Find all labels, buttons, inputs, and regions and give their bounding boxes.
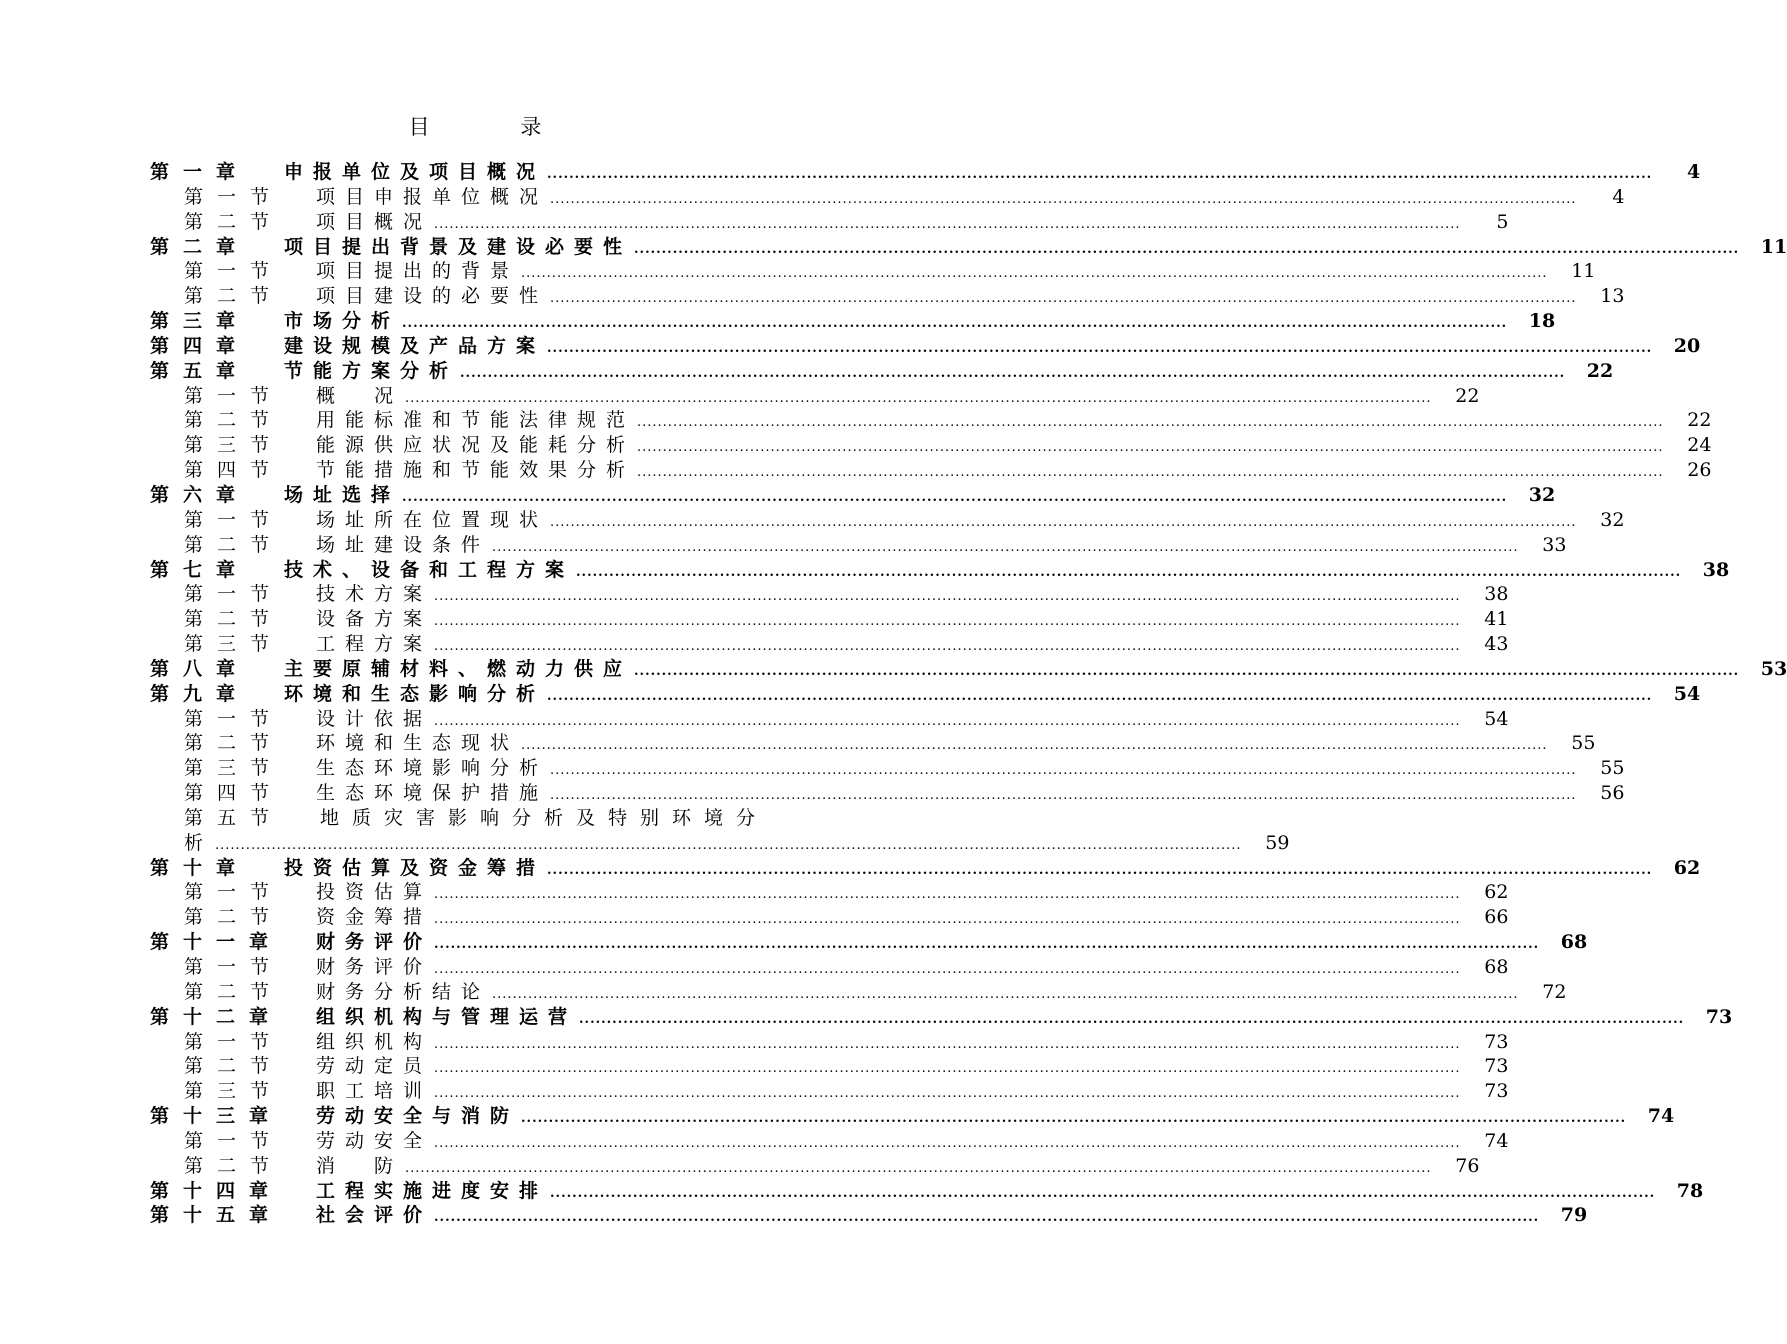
toc-page-number: 74 xyxy=(1647,1105,1675,1128)
toc-entry-title: 环境和生态影响分析 xyxy=(284,682,546,705)
toc-entry-title: 场址建设条件 xyxy=(316,533,491,556)
toc-section-entry[interactable] xyxy=(150,1079,1509,1104)
leader-dots: ........................................................................................................................................................................................................ xyxy=(550,763,1577,779)
toc-entry-title: 地质灾害影响分析及特别环境分 xyxy=(320,806,769,829)
toc-entry-line xyxy=(316,905,1509,930)
toc-chapter-entry[interactable] xyxy=(150,1203,1588,1228)
toc-entry-line xyxy=(316,1005,1733,1030)
toc-entry-title: 项目提出背景及建设必要性 xyxy=(284,235,633,258)
toc-entry-line xyxy=(316,210,1509,235)
toc-entry-title: 生态环境保护措施 xyxy=(316,782,549,805)
toc-chapter-entry[interactable] xyxy=(150,235,1787,260)
leader-dots: ........................................................................................................................................................................................................ xyxy=(521,1111,1627,1127)
leader-dots: ........................................................................................................................................................................................................ xyxy=(634,241,1740,257)
toc-page-number: 59 xyxy=(1265,831,1290,854)
toc-entry-title: 技术、设备和工程方案 xyxy=(284,558,575,581)
toc-entry-number: 第一节 xyxy=(184,1030,284,1053)
toc-entry-line xyxy=(284,334,1701,359)
leader-dots: ........................................................................................................................................................................................................ xyxy=(492,986,1519,1002)
toc-page-number: 38 xyxy=(1702,558,1730,581)
leader-dots: ........................................................................................................................................................................................................ xyxy=(550,1185,1656,1201)
toc-entry-number: 第十五章 xyxy=(150,1204,283,1227)
toc-entry-title: 环境和生态现状 xyxy=(316,732,520,755)
leader-dots: ........................................................................................................................................................................................................ xyxy=(402,316,1508,332)
toc-entry-line xyxy=(316,284,1625,309)
toc-entry-line xyxy=(284,483,1556,508)
toc-entry-number: 第一节 xyxy=(184,707,284,730)
toc-entry-title: 项目建设的必要性 xyxy=(316,285,549,308)
toc-entry-number: 第三节 xyxy=(184,757,284,780)
leader-dots: ........................................................................................................................................................................................................ xyxy=(637,440,1664,456)
toc-page-number: 55 xyxy=(1600,757,1625,780)
toc-page-number: 26 xyxy=(1687,459,1712,482)
toc-entry-number: 第一节 xyxy=(184,260,284,283)
toc-section-entry[interactable] xyxy=(150,508,1625,533)
leader-dots: ........................................................................................................................................................................................................ xyxy=(547,340,1653,356)
toc-page-number: 62 xyxy=(1673,856,1701,879)
toc-entry-line xyxy=(316,781,1625,806)
toc-entry-number: 第二节 xyxy=(184,409,284,432)
toc-page-number: 54 xyxy=(1484,707,1509,730)
toc-page-number: 18 xyxy=(1528,310,1556,333)
toc-section-entry[interactable] xyxy=(150,831,1290,856)
toc-section-entry[interactable] xyxy=(150,533,1567,558)
toc-section-entry[interactable] xyxy=(150,880,1509,905)
toc-page-number: 22 xyxy=(1687,409,1712,432)
leader-dots: ........................................................................................................................................................................................................ xyxy=(215,837,1242,853)
toc-page-number: 4 xyxy=(1686,161,1701,183)
toc-entry-title: 建设规模及产品方案 xyxy=(284,334,546,357)
toc-entry-number: 第二节 xyxy=(184,732,284,755)
leader-dots: ........................................................................................................................................................................................................ xyxy=(434,1036,1461,1052)
toc-entry-number: 第五节 xyxy=(184,806,284,829)
toc-section-entry[interactable] xyxy=(150,607,1509,632)
toc-section-entry[interactable] xyxy=(150,284,1625,309)
toc-entry-title: 财务分析结论 xyxy=(316,980,491,1003)
toc-entry-title: 工程方案 xyxy=(316,633,433,656)
toc-entry-line xyxy=(284,856,1701,881)
toc-entry-line xyxy=(284,235,1787,260)
toc-page-number: 73 xyxy=(1705,1005,1733,1028)
leader-dots: ........................................................................................................................................................................................................ xyxy=(579,1011,1685,1027)
toc-page-number: 72 xyxy=(1542,980,1567,1003)
leader-dots: ........................................................................................................................................................................................................ xyxy=(434,962,1461,977)
leader-dots: ........................................................................................................................................................................................................ xyxy=(492,539,1519,555)
toc-entry-number: 第一节 xyxy=(184,583,284,606)
toc-entry-line xyxy=(284,359,1614,384)
toc-entry-number: 第一章 xyxy=(150,161,250,183)
toc-entry-title: 节能方案分析 xyxy=(284,359,459,382)
page-title: 目 录 xyxy=(408,115,584,139)
leader-dots: ........................................................................................................................................................................................................ xyxy=(405,1160,1432,1176)
toc-entry-number: 第七章 xyxy=(150,558,250,581)
leader-dots: ........................................................................................................................................................................................................ xyxy=(434,1210,1540,1226)
toc-entry-title: 节能措施和节能效果分析 xyxy=(316,459,636,482)
toc-page-number: 56 xyxy=(1600,782,1625,805)
toc-page-number: 55 xyxy=(1571,732,1596,755)
toc-entry-line xyxy=(316,632,1509,657)
toc-chapter-entry[interactable] xyxy=(150,930,1588,955)
leader-dots: ........................................................................................................................................................................................................ xyxy=(434,639,1461,655)
toc-page-number: 53 xyxy=(1760,657,1787,680)
toc-entry-line xyxy=(316,1030,1509,1055)
toc-entry-number: 第三节 xyxy=(184,633,284,656)
toc-entry-number: 第二节 xyxy=(184,533,284,556)
toc-section-entry[interactable] xyxy=(150,582,1509,607)
toc-section-entry[interactable] xyxy=(150,781,1625,806)
toc-page-number: 66 xyxy=(1484,906,1509,929)
toc-entry-title: 用能标准和节能法律规范 xyxy=(316,409,636,432)
toc-section-entry[interactable] xyxy=(150,905,1509,930)
toc-entry-title: 劳动安全与消防 xyxy=(316,1105,520,1128)
toc-page-number: 68 xyxy=(1484,956,1509,978)
toc-entry-number: 第十三章 xyxy=(150,1105,283,1128)
toc-page-number: 54 xyxy=(1673,682,1701,705)
toc-page-number: 76 xyxy=(1455,1154,1480,1177)
toc-entry-number: 第二节 xyxy=(184,906,284,929)
toc-entry-number: 第六章 xyxy=(150,483,250,506)
leader-dots: ........................................................................................................................................................................................................ xyxy=(550,788,1577,804)
toc-entry-line xyxy=(316,880,1509,905)
toc-page-number: 22 xyxy=(1586,359,1614,382)
toc-entry-number: 第二节 xyxy=(184,285,284,308)
leader-dots: ........................................................................................................................................................................................................ xyxy=(434,1135,1461,1151)
toc-chapter-entry[interactable] xyxy=(150,657,1787,682)
toc-entry-line xyxy=(316,1179,1704,1204)
toc-entry-title: 财务评价 xyxy=(316,956,433,978)
toc-page-number: 33 xyxy=(1542,533,1567,556)
toc-entry-title: 消 防 xyxy=(316,1154,404,1177)
toc-page-number: 22 xyxy=(1455,384,1480,407)
toc-entry-line xyxy=(316,707,1509,732)
toc-section-entry[interactable] xyxy=(150,408,1712,433)
toc-entry-title: 职工培训 xyxy=(316,1080,433,1103)
leader-dots: ........................................................................................................................................................................................................ xyxy=(402,489,1508,505)
toc-entry-title: 资金筹措 xyxy=(316,906,433,929)
toc-page-number: 78 xyxy=(1676,1179,1704,1202)
leader-dots: ........................................................................................................................................................................................................ xyxy=(550,291,1577,307)
toc-entry-title: 项目申报单位概况 xyxy=(316,185,549,208)
toc-entry-number: 第四节 xyxy=(184,782,284,805)
toc-page-number: 62 xyxy=(1484,881,1509,904)
toc-chapter-entry[interactable] xyxy=(150,1104,1675,1129)
toc-entry-title: 财务评价 xyxy=(316,931,433,954)
toc-entry-line xyxy=(316,533,1567,558)
toc-entry-number: 第二节 xyxy=(184,980,284,1003)
toc-entry-line xyxy=(316,185,1625,210)
toc-chapter-entry[interactable] xyxy=(150,334,1701,359)
leader-dots: ........................................................................................................................................................................................................ xyxy=(434,912,1461,928)
leader-dots: ........................................................................................................................................................................................................ xyxy=(637,415,1664,431)
leader-dots: ........................................................................................................................................................................................................ xyxy=(434,614,1461,630)
toc-entry-number: 第一节 xyxy=(184,956,284,978)
toc-entry-number: 第二节 xyxy=(184,1154,284,1177)
leader-dots: ........................................................................................................................................................................................................ xyxy=(434,937,1540,953)
toc-entry-title: 设备方案 xyxy=(316,608,433,631)
toc-entry-title: 项目提出的背景 xyxy=(316,260,520,283)
toc-entry-line xyxy=(316,259,1596,284)
toc-section-entry[interactable] xyxy=(150,980,1567,1005)
toc-page-number: 32 xyxy=(1600,508,1625,531)
toc-entry-title: 投资估算 xyxy=(316,881,433,904)
toc-entry-line xyxy=(316,980,1567,1005)
toc-entry-number: 第四章 xyxy=(150,334,250,357)
leader-dots: ........................................................................................................................................................................................................ xyxy=(434,887,1461,903)
toc-entry-line xyxy=(316,1154,1480,1179)
toc-section-entry[interactable] xyxy=(150,458,1712,483)
toc-entry-line xyxy=(316,955,1509,980)
toc-section-entry[interactable] xyxy=(150,259,1596,284)
toc-entry-line xyxy=(316,408,1712,433)
toc-entry-number: 第一节 xyxy=(184,881,284,904)
toc-entry-number: 第一节 xyxy=(184,185,284,208)
leader-dots: ........................................................................................................................................................................................................ xyxy=(637,465,1664,481)
leader-dots: ........................................................................................................................................................................................................ xyxy=(547,167,1653,182)
toc-entry-line xyxy=(316,607,1509,632)
toc-entry-title: 组织机构与管理运营 xyxy=(316,1005,578,1028)
toc-section-entry[interactable] xyxy=(150,955,1509,980)
toc-entry-title: 设计依据 xyxy=(316,707,433,730)
toc-page-number: 11 xyxy=(1760,235,1787,258)
leader-dots: ........................................................................................................................................................................................................ xyxy=(521,266,1548,282)
toc-entry-line xyxy=(316,1104,1675,1129)
toc-entry-title: 组织机构 xyxy=(316,1030,433,1053)
toc-chapter-entry[interactable] xyxy=(150,1005,1733,1030)
toc-entry-title: 劳动安全 xyxy=(316,1129,433,1152)
toc-chapter-entry[interactable] xyxy=(150,682,1701,707)
toc-entry-title: 概 况 xyxy=(316,384,404,407)
toc-entry-line xyxy=(316,384,1480,409)
toc-entry-title: 技术方案 xyxy=(316,583,433,606)
toc-page-number: 5 xyxy=(1496,210,1509,233)
toc-section-entry[interactable] xyxy=(150,1129,1509,1154)
toc-entry-line xyxy=(316,930,1588,955)
leader-dots: ........................................................................................................................................................................................................ xyxy=(547,688,1653,704)
toc-section-entry[interactable] xyxy=(150,806,795,831)
toc-entry-title: 社会评价 xyxy=(316,1204,433,1227)
toc-entry-number: 第二节 xyxy=(184,210,284,233)
toc-entry-title: 工程实施进度安排 xyxy=(316,1179,549,1202)
toc-entry-line xyxy=(316,433,1712,458)
toc-page-number: 20 xyxy=(1673,334,1701,357)
toc-section-entry[interactable] xyxy=(150,1054,1509,1079)
toc-entry-line xyxy=(284,160,1701,185)
toc-entry-number: 第十章 xyxy=(150,856,250,879)
leader-dots: ........................................................................................................................................................................................................ xyxy=(576,564,1682,580)
toc-entry-title: 投资估算及资金筹措 xyxy=(284,856,546,879)
toc-page-number: 41 xyxy=(1484,608,1509,631)
toc-section-entry[interactable] xyxy=(150,756,1625,781)
toc-section-entry[interactable] xyxy=(150,1030,1509,1055)
leader-dots: ........................................................................................................................................................................................................ xyxy=(547,862,1653,878)
toc-entry-line xyxy=(284,657,1787,682)
toc-entry-number: 第九章 xyxy=(150,682,250,705)
toc-page-number: 74 xyxy=(1484,1129,1509,1152)
toc-section-entry[interactable] xyxy=(150,707,1509,732)
toc-entry-number: 第三节 xyxy=(184,434,284,457)
toc-chapter-entry[interactable] xyxy=(150,160,1701,185)
toc-chapter-entry[interactable] xyxy=(150,1179,1704,1204)
leader-dots: ........................................................................................................................................................................................................ xyxy=(521,738,1548,754)
toc-entry-number: 第二节 xyxy=(184,608,284,631)
toc-entry-number: 第一节 xyxy=(184,508,284,531)
toc-section-entry[interactable] xyxy=(150,632,1509,657)
toc-entry-title: 市场分析 xyxy=(284,310,401,333)
toc-page-number: 13 xyxy=(1600,285,1625,308)
leader-dots: ........................................................................................................................................................................................................ xyxy=(434,713,1461,729)
toc-page-number: 68 xyxy=(1560,931,1588,954)
toc-entry-number: 第二章 xyxy=(150,235,250,258)
toc-page-number: 38 xyxy=(1484,583,1509,606)
table-of-contents xyxy=(150,160,1787,1228)
toc-entry-line xyxy=(316,1079,1509,1104)
toc-entry-number: 第十一章 xyxy=(150,931,283,954)
toc-entry-number: 第二节 xyxy=(184,1055,284,1078)
leader-dots: ........................................................................................................................................................................................................ xyxy=(434,1086,1461,1102)
toc-page-number: 4 xyxy=(1612,185,1625,208)
toc-chapter-entry[interactable] xyxy=(150,558,1730,583)
toc-page-number: 11 xyxy=(1571,260,1596,283)
toc-page-number: 32 xyxy=(1528,483,1556,506)
toc-entry-line xyxy=(316,1054,1509,1079)
toc-entry-line xyxy=(316,582,1509,607)
leader-dots: ........................................................................................................................................................................................................ xyxy=(434,216,1461,232)
toc-entry-title: 主要原辅材料、燃动力供应 xyxy=(284,657,633,680)
toc-entry-number: 第一节 xyxy=(184,1129,284,1152)
toc-chapter-entry[interactable] xyxy=(150,856,1701,881)
toc-entry-line xyxy=(184,831,1290,856)
toc-entry-number: 第十四章 xyxy=(150,1179,283,1202)
leader-dots: ........................................................................................................................................................................................................ xyxy=(634,663,1740,679)
toc-entry-number: 第一节 xyxy=(184,384,284,407)
toc-entry-line xyxy=(316,731,1596,756)
leader-dots: ........................................................................................................................................................................................................ xyxy=(434,589,1461,605)
toc-section-entry[interactable] xyxy=(150,384,1480,409)
toc-entry-number: 第十二章 xyxy=(150,1005,283,1028)
toc-section-entry[interactable] xyxy=(150,731,1596,756)
toc-section-entry[interactable] xyxy=(150,433,1712,458)
toc-entry-number: 第五章 xyxy=(150,359,250,382)
toc-entry-line xyxy=(316,1129,1509,1154)
toc-entry-number: 第四节 xyxy=(184,459,284,482)
toc-entry-number: 第八章 xyxy=(150,657,250,680)
leader-dots: ........................................................................................................................................................................................................ xyxy=(550,191,1577,207)
toc-page-number: 24 xyxy=(1687,434,1712,457)
leader-dots: ........................................................................................................................................................................................................ xyxy=(550,514,1577,530)
toc-entry-title: 劳动定员 xyxy=(316,1055,433,1078)
leader-dots: ........................................................................................................................................................................................................ xyxy=(460,365,1566,381)
toc-entry-title: 申报单位及项目概况 xyxy=(284,161,546,183)
toc-entry-title: 项目概况 xyxy=(316,210,433,233)
toc-entry-title-continued: 析 xyxy=(184,831,214,854)
toc-page-number: 43 xyxy=(1484,633,1509,656)
leader-dots: ........................................................................................................................................................................................................ xyxy=(405,390,1432,406)
toc-entry-title: 生态环境影响分析 xyxy=(316,757,549,780)
toc-chapter-entry[interactable] xyxy=(150,309,1556,334)
toc-section-entry[interactable] xyxy=(150,210,1509,235)
toc-section-entry[interactable] xyxy=(150,185,1625,210)
toc-entry-line xyxy=(316,458,1712,483)
toc-entry-title: 能源供应状况及能耗分析 xyxy=(316,434,636,457)
toc-entry-number: 第三节 xyxy=(184,1080,284,1103)
toc-entry-line xyxy=(316,1203,1588,1228)
toc-entry-line xyxy=(284,558,1730,583)
toc-entry-line xyxy=(316,756,1625,781)
toc-entry-number: 第三章 xyxy=(150,310,250,333)
toc-page-number: 79 xyxy=(1560,1204,1588,1227)
toc-entry-line xyxy=(284,309,1556,334)
toc-entry-title: 场址选择 xyxy=(284,483,401,506)
toc-page-number: 73 xyxy=(1484,1080,1509,1103)
toc-entry-line xyxy=(316,508,1625,533)
toc-chapter-entry[interactable] xyxy=(150,483,1556,508)
toc-entry-title: 场址所在位置现状 xyxy=(316,508,549,531)
toc-page-number: 73 xyxy=(1484,1055,1509,1078)
toc-page-number: 73 xyxy=(1484,1030,1509,1053)
leader-dots: ........................................................................................................................................................................................................ xyxy=(434,1061,1461,1077)
toc-entry-line xyxy=(284,682,1701,707)
toc-section-entry[interactable] xyxy=(150,1154,1480,1179)
toc-chapter-entry[interactable] xyxy=(150,359,1614,384)
